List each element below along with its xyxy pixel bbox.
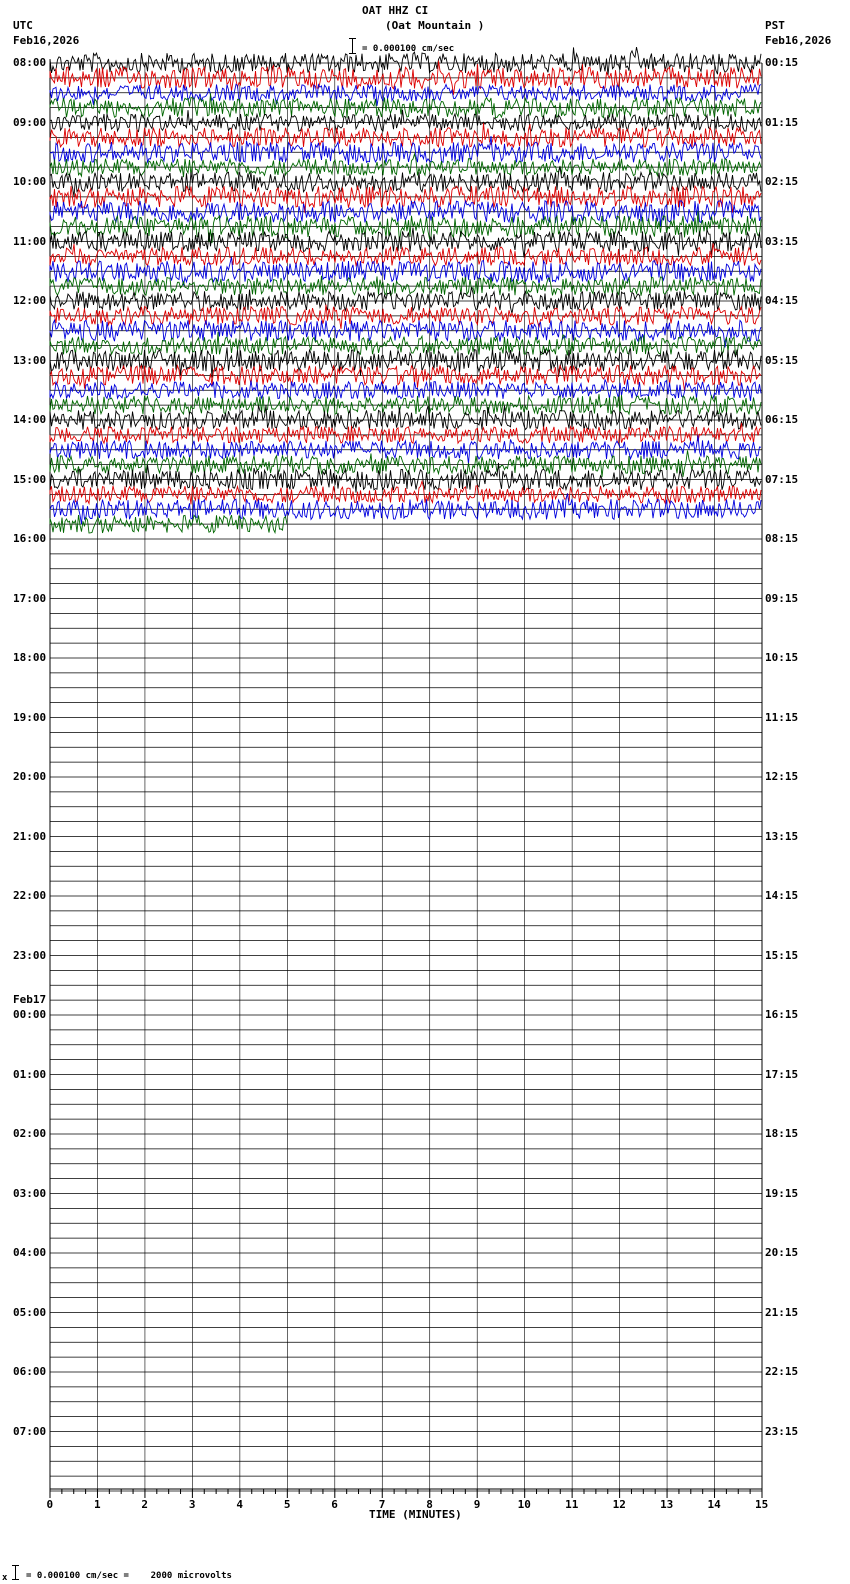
left-hour-label: 23:00 (13, 948, 47, 962)
right-hour-label: 03:15 (765, 234, 799, 248)
right-hour-label: 18:15 (765, 1127, 799, 1140)
right-hour-label: 11:15 (765, 710, 799, 724)
right-hour-label: 02:15 (765, 175, 799, 188)
right-hour-label: 06:15 (765, 413, 799, 426)
left-hour-label: 12:00 (13, 294, 47, 307)
x-tick-label: 5 (283, 1498, 291, 1511)
location-title: (Oat Mountain ) (385, 19, 485, 32)
left-hour-label: 05:00 (13, 1305, 47, 1319)
right-hour-label: 14:15 (765, 889, 799, 902)
left-hour-label: 10:00 (13, 175, 47, 188)
x-tick-label: 15 (755, 1498, 769, 1511)
left-hour-label: 03:00 (13, 1186, 47, 1200)
scale-bar-top (349, 38, 356, 39)
x-tick-label: 8 (426, 1498, 433, 1511)
x-tick-label: 10 (517, 1498, 531, 1511)
left-hour-label: 06:00 (13, 1365, 47, 1378)
right-hour-label: 21:15 (765, 1305, 799, 1319)
scale-bar-icon (352, 38, 353, 54)
left-hour-label: 13:00 (13, 353, 47, 367)
date-change-label: Feb17 (13, 993, 47, 1006)
seismic-trace (50, 84, 761, 106)
scale-label: = 0.000100 cm/sec (362, 44, 455, 54)
left-hour-label: 15:00 (13, 472, 47, 486)
right-hour-label: 15:15 (765, 948, 799, 962)
footer-scale-note: = 0.000100 cm/sec = 2000 microvolts (26, 1571, 232, 1581)
left-hour-label: 07:00 (13, 1424, 47, 1438)
x-tick-label: 4 (236, 1498, 243, 1511)
seismic-trace (50, 243, 761, 265)
x-tick-label: 12 (612, 1498, 626, 1511)
right-hour-label: 12:15 (765, 770, 799, 783)
station-title: OAT HHZ CI (362, 4, 429, 17)
x-tick-label: 13 (660, 1498, 674, 1511)
x-tick-label: 1 (93, 1498, 101, 1511)
right-hour-label: 01:15 (765, 115, 799, 129)
seismic-trace (50, 481, 761, 504)
left-hour-label: 19:00 (13, 710, 47, 724)
right-hour-label: 16:15 (765, 1008, 799, 1021)
x-tick-label: 3 (188, 1498, 196, 1511)
left-hour-label: 04:00 (13, 1246, 47, 1259)
x-tick-label: 2 (141, 1498, 149, 1511)
seismic-trace (50, 365, 761, 390)
x-tick-label: 9 (473, 1498, 481, 1511)
left-hour-label: 01:00 (13, 1067, 47, 1081)
right-hour-label: 19:15 (765, 1186, 799, 1200)
x-tick-label: 14 (707, 1498, 721, 1511)
seismic-trace (50, 136, 761, 165)
footer-marker-icon: x (2, 1573, 8, 1583)
left-hour-label: 02:00 (13, 1127, 47, 1140)
right-hour-label: 17:15 (765, 1067, 799, 1081)
left-hour-label: 18:00 (13, 651, 47, 664)
seismic-trace (50, 394, 761, 414)
right-hour-label: 22:15 (765, 1365, 799, 1378)
x-tick-label: 0 (46, 1498, 54, 1511)
left-hour-label: 00:00 (13, 1008, 47, 1021)
left-hour-label: 20:00 (13, 770, 47, 783)
x-tick-label: 7 (378, 1498, 386, 1511)
footer-scale-bar-bottom (12, 1579, 19, 1580)
left-hour-label: 16:00 (13, 532, 47, 545)
right-hour-label: 04:15 (765, 294, 799, 307)
x-axis-label: TIME (MINUTES) (369, 1508, 462, 1521)
right-hour-label: 09:15 (765, 591, 799, 605)
right-hour-label: 20:15 (765, 1246, 799, 1259)
left-hour-label: 21:00 (13, 829, 47, 843)
left-hour-label: 22:00 (13, 889, 47, 902)
left-hour-label: 11:00 (13, 234, 47, 248)
left-hour-label: 14:00 (13, 413, 47, 426)
right-date: Feb16,2026 (765, 34, 832, 47)
right-hour-label: 08:15 (765, 532, 799, 545)
scale-bar-bottom (349, 53, 356, 54)
left-timezone: UTC (13, 19, 33, 32)
x-tick-label: 11 (565, 1498, 579, 1511)
right-hour-label: 07:15 (765, 472, 799, 486)
left-hour-label: 09:00 (13, 115, 47, 129)
right-hour-label: 00:15 (765, 56, 799, 69)
left-date: Feb16,2026 (13, 34, 80, 47)
right-hour-label: 23:15 (765, 1424, 799, 1438)
footer-scale-bar-top (12, 1565, 19, 1566)
right-hour-label: 13:15 (765, 829, 799, 843)
footer-scale-bar-icon (15, 1565, 16, 1580)
right-hour-label: 10:15 (765, 651, 799, 664)
x-tick-label: 6 (331, 1498, 338, 1511)
left-hour-label: 17:00 (13, 591, 47, 605)
right-timezone: PST (765, 19, 785, 32)
left-hour-label: 08:00 (13, 56, 47, 69)
right-hour-label: 05:15 (765, 353, 799, 367)
